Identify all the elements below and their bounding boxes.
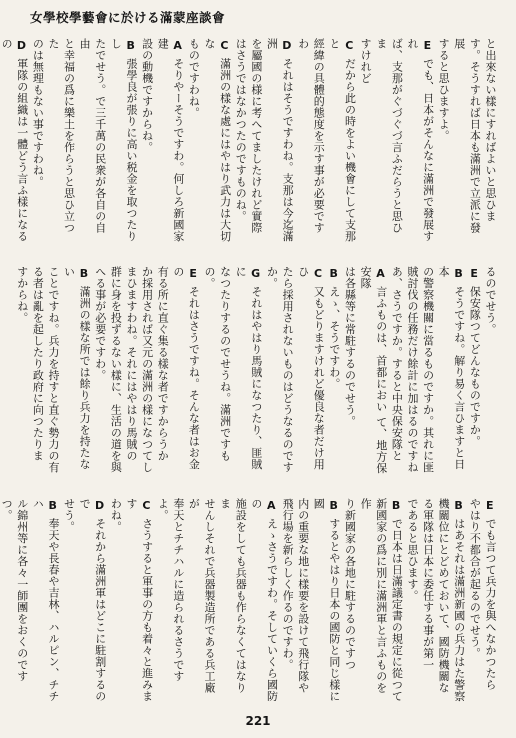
text-column <box>123 266 139 476</box>
speaker-label: B <box>329 499 339 512</box>
column-text: ば、支那がぐづぐづ言ふだらうと思ひま <box>374 38 404 234</box>
column-text: 又もどりますけれど優良な者だけ用ひ <box>296 266 326 470</box>
text-band-top <box>0 38 498 242</box>
text-column <box>139 38 155 242</box>
speaker-label: E <box>486 499 495 512</box>
column-text: えゝさうですわ。そしていくら國防の <box>249 498 279 702</box>
speaker-label: E <box>423 39 432 52</box>
text-column <box>77 38 108 242</box>
text-column <box>295 38 326 242</box>
column-text: それから滿洲軍はどこに駐割するので <box>78 498 107 702</box>
text-column <box>108 266 124 476</box>
column-text: る者は亂を起したり政府に向つたりま <box>31 266 45 462</box>
column-text: の警察機關に當るものですか。其れに匪 <box>421 266 435 473</box>
speaker-label: A <box>173 39 183 52</box>
column-text: ものですわね。 <box>187 38 201 119</box>
text-column <box>482 38 498 242</box>
speaker-label: B <box>48 499 58 512</box>
text-column <box>326 266 342 476</box>
speaker-label: C <box>142 499 151 512</box>
text-column <box>108 38 139 242</box>
column-text: ことですね。兵力を持すと直ぐ勢力の有 <box>46 266 60 473</box>
text-column <box>30 498 61 702</box>
column-text: 言ふものは、首都におい て、地方保安隊 <box>359 266 388 474</box>
speaker-label: B <box>391 499 401 512</box>
text-column <box>264 266 280 476</box>
text-column <box>451 498 467 702</box>
column-text: そうですね。解り易く言ひますと日本 <box>437 266 466 470</box>
speaker-label: D <box>94 499 105 512</box>
text-band-middle <box>15 266 498 476</box>
text-column <box>201 266 232 476</box>
speaker-label: C <box>314 267 323 280</box>
text-column <box>155 38 186 242</box>
text-column <box>342 498 358 702</box>
text-column <box>467 266 483 476</box>
speaker-label: B <box>79 267 89 280</box>
text-column <box>467 498 483 702</box>
text-column <box>139 266 155 476</box>
column-text: へる事が必要ですわ。 <box>93 266 107 381</box>
column-text: 機關位にとどめておいて、國防機關な <box>437 498 451 694</box>
column-text: たでせう。で三千萬の民衆が各自の自由 <box>78 38 107 234</box>
text-column <box>311 498 342 702</box>
page-header-title: 女學校學藝會に於ける滿蒙座談會 <box>30 10 226 25</box>
column-text: はさうではなかつたのですものね。 <box>234 38 248 222</box>
speaker-label: B <box>126 39 136 52</box>
column-text: 飛行場を新らしく作るのですわ。 <box>281 498 295 671</box>
column-text: それはやはり馬賊になつたり、匪賊に <box>234 266 263 470</box>
text-column <box>451 38 482 242</box>
column-text: 經緯の具體的態度を示す事が必要ですわ <box>296 38 326 234</box>
column-text: 新國家の爲に別に滿洲軍と言ふものを作 <box>359 498 388 694</box>
column-text: 張學良が張りに高い税金を取つたりし <box>109 38 138 242</box>
text-column <box>248 38 264 242</box>
speaker-label: B <box>454 499 464 512</box>
column-text: を屬國の様に考へてましたけれど實際 <box>249 38 263 234</box>
column-text: は各縣等に常駐するのでせう。 <box>343 266 357 427</box>
column-text: のは無理もない事ですわね。 <box>31 38 45 188</box>
column-text: たら採用されないものはどうなるのです <box>281 266 295 473</box>
column-text: るのでせう。 <box>484 266 497 335</box>
text-column <box>420 266 436 476</box>
text-column <box>373 38 404 242</box>
text-column <box>217 498 248 702</box>
column-text: えゝ、そうですわ。 <box>327 285 341 390</box>
column-text: それはさうですね。そんな者はお金の <box>171 266 201 470</box>
column-text: 有る所に直ぐ集る樣な者ですからうか <box>156 266 170 462</box>
column-text: せんしそれで兵器製造所である兵工廠が <box>187 498 217 694</box>
speaker-label: A <box>266 499 276 512</box>
column-text: と出來ない樣にすればよいと思ひま <box>484 38 497 222</box>
page-number: 221 <box>245 714 271 728</box>
column-text: か。 <box>265 266 279 289</box>
column-text: 奉天や長春や吉林、ハルピン、チチハ <box>31 498 60 702</box>
column-text: はあそれは滿洲新國の兵力はた警察 <box>452 517 466 702</box>
text-column <box>233 266 264 476</box>
column-text: 内の重要な地に樣要を設けて飛行隊や <box>296 498 310 694</box>
text-column <box>186 38 202 242</box>
text-column <box>30 38 46 242</box>
column-text: わね。 <box>109 498 123 533</box>
column-text: と幸福の爲に樂土を作らうと思ひ立つた <box>46 38 76 234</box>
column-text: であると思ひます。 <box>405 498 419 602</box>
text-column <box>358 38 374 242</box>
speaker-label: C <box>220 39 229 52</box>
column-text: だから此の時をよい機會にして支那と <box>327 38 357 242</box>
text-column <box>326 38 357 242</box>
column-text: すからね。 <box>15 266 29 324</box>
speaker-label: B <box>454 267 464 280</box>
text-column <box>404 498 420 702</box>
text-column <box>389 498 405 702</box>
text-column <box>201 38 232 242</box>
text-column <box>389 266 405 476</box>
text-column <box>342 266 358 476</box>
column-text: やはり不都合が起るのでせう。 <box>468 498 482 659</box>
column-text: でも言つて兵力を與へなかつたら <box>484 517 497 691</box>
column-text: 奉天とチチハルに造られるさうですよ。 <box>156 498 185 682</box>
text-column <box>420 498 436 702</box>
speaker-label: B <box>329 267 339 280</box>
column-text: あ、さうですか。すると中央保安隊と <box>390 266 404 462</box>
column-text: すると思ひますよ。 <box>437 38 451 142</box>
column-text: まひますわね。それにはやはり馬賊の <box>124 266 138 462</box>
text-column <box>264 38 295 242</box>
text-column <box>123 498 154 702</box>
text-column <box>155 498 186 702</box>
column-text: 軍隊の組織は一體どう言ふ樣になるの <box>0 38 29 242</box>
text-band-bottom <box>0 498 498 702</box>
text-column <box>0 38 30 242</box>
speaker-label: D <box>16 39 27 52</box>
column-text: す。そうすれば日本も滿洲で立派に發展 <box>452 38 482 234</box>
text-column <box>233 38 249 242</box>
text-column <box>77 498 108 702</box>
column-text: 群に身を投ずるない樣に、生活の道を與 <box>109 266 123 473</box>
text-column <box>279 498 295 702</box>
text-column <box>155 266 171 476</box>
speaker-label: D <box>282 39 292 52</box>
column-text: すけれど <box>359 38 373 84</box>
column-text: る軍隊は日本に委任する事が第一 <box>421 498 435 671</box>
text-column <box>404 38 435 242</box>
text-column <box>436 38 452 242</box>
text-column <box>358 498 389 702</box>
text-column <box>0 498 30 702</box>
speaker-label: E <box>189 267 198 280</box>
text-column <box>404 266 420 476</box>
text-column <box>295 498 311 702</box>
column-text: するとやはり日本の國防と同じ樣に國 <box>312 498 341 702</box>
column-text: 滿洲の樣な所では餘り兵力を持たない <box>62 266 92 470</box>
column-text: 保安隊つてどんなものですか。 <box>468 285 482 447</box>
column-text: でも、日本がそんなに滿洲で發展すれ <box>405 38 435 242</box>
text-column <box>108 498 124 702</box>
text-column <box>186 498 217 702</box>
text-column <box>436 266 467 476</box>
column-text: さうすると軍事の方も着々と進みます <box>124 498 154 702</box>
text-column <box>436 498 452 702</box>
column-text: で日本は日滿議定書の規定に從つて <box>390 517 404 702</box>
text-column <box>358 266 389 476</box>
text-column <box>295 266 326 476</box>
text-column <box>45 38 76 242</box>
speaker-label: E <box>470 267 479 280</box>
column-text: り新國家の各地に駐するのですつ <box>343 498 357 671</box>
text-column <box>248 498 279 702</box>
column-text: なつたりするのでせうね。滿洲ですもの。 <box>203 266 232 462</box>
column-text: か採用されば又元の滿洲の樣になつてし <box>140 266 154 473</box>
text-column <box>61 498 77 702</box>
text-column <box>482 498 498 702</box>
text-column <box>482 266 498 476</box>
text-column <box>170 266 201 476</box>
column-text: 設の動機ですからね。 <box>140 38 154 153</box>
speaker-label: A <box>376 267 386 280</box>
speaker-label: C <box>345 39 354 52</box>
column-text: 賊討伐の任務だけ餘計に加はるのですね <box>405 266 419 473</box>
text-column <box>61 266 92 476</box>
text-column <box>92 266 108 476</box>
column-text: それはそうですわね。支那は今迄滿洲 <box>265 38 295 242</box>
column-text: ル錦州等に各々一師團をおくのですつ。 <box>0 498 29 682</box>
column-text: 施設をしても兵器も作らなくてはなりま <box>218 498 248 694</box>
text-column <box>14 266 30 476</box>
column-text: 滿洲の樣な處にはやはり武力は大切な <box>203 38 232 242</box>
column-text: そりやーそうですわ。何しろ新國家建 <box>156 38 185 242</box>
text-column <box>45 266 61 476</box>
speaker-label: G <box>251 267 261 280</box>
column-text: せう。 <box>62 498 76 533</box>
text-column <box>30 266 46 476</box>
text-column <box>279 266 295 476</box>
